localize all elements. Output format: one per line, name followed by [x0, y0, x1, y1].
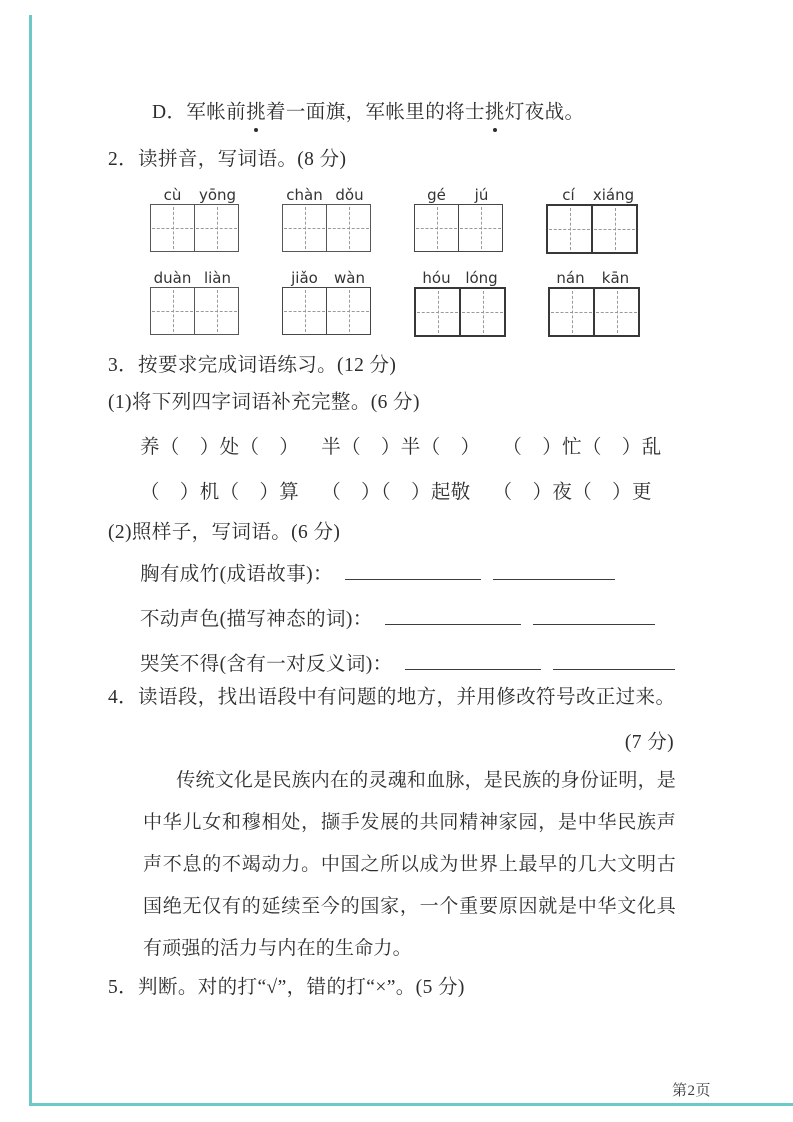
- grid-row: [150, 186, 640, 254]
- pinyin-row: [548, 269, 640, 287]
- idiom-fill-lines: [140, 434, 662, 506]
- idiom-fill-line: [140, 434, 662, 461]
- writing-grid: [282, 287, 371, 335]
- pinyin-syllable: kān: [601, 269, 630, 287]
- pinyin-row: [546, 186, 638, 204]
- writing-grid: [414, 287, 506, 337]
- example-item-label: 不动声色(描写神态的词)：: [140, 609, 373, 630]
- answer-blank: [345, 564, 481, 580]
- idiom-blank-group: （ ）（ ）起敬: [321, 482, 471, 503]
- pinyin-syllable: chàn: [286, 186, 323, 204]
- idiom-blank-group: （ ）忙（ ）乱: [502, 437, 662, 458]
- page-number: 第2页: [672, 1083, 712, 1099]
- question-4-passage: 传统文化是民族内在的灵魂和血脉，是民族的身份证明，是中华儿女和穆相处，撷手发展的共同精神家园，是中华民族声声不息的不竭动力。中国之所以成为世界上最早的几大文明古国绝无仅有的延续至今的国家，一个重要原因就是中华文化具有顽强的活力与内在的生命力。: [143, 770, 676, 959]
- pinyin-word-block: [546, 186, 638, 254]
- pinyin-syllable: cí: [562, 186, 575, 204]
- idiom-blank-group: （ ）夜（ ）更: [492, 482, 652, 503]
- question-4-title: 4．读语段，找出语段中有问题的地方，并用修改符号改正过来。: [108, 687, 676, 708]
- writing-grid-cell: [458, 205, 502, 251]
- writing-grid-cell: [593, 289, 638, 335]
- idiom-blank-group: 养（ ）处（ ）: [140, 437, 300, 458]
- question-2-grids: [150, 186, 640, 337]
- answer-blank: [405, 654, 541, 670]
- option-d-line: [152, 100, 584, 126]
- emphasized-char: 挑: [485, 100, 505, 126]
- example-item: [140, 607, 675, 633]
- writing-grid-cell: [151, 288, 194, 334]
- pinyin-syllable: lóng: [465, 269, 498, 287]
- writing-grid: [414, 204, 503, 252]
- idiom-blank-group: 半（ ）半（ ）: [321, 437, 481, 458]
- writing-grid-cell: [548, 206, 591, 252]
- option-d-text: D．军帐前: [152, 102, 247, 123]
- page-border-left: [29, 15, 32, 1106]
- pinyin-word-block: [282, 186, 372, 254]
- example-item: [140, 562, 675, 588]
- pinyin-syllable: hóu: [422, 269, 451, 287]
- pinyin-syllable: liàn: [203, 269, 232, 287]
- option-d-text: 灯夜战。: [504, 102, 585, 123]
- writing-grid: [150, 204, 239, 252]
- question-2-title: 2．读拼音，写词语。(8 分): [108, 149, 347, 170]
- page-border-bottom: [29, 1103, 793, 1106]
- example-item-label: 哭笑不得(含有一对反义词)：: [140, 654, 393, 675]
- pinyin-syllable: jú: [474, 186, 489, 204]
- example-item: [140, 652, 675, 678]
- pinyin-row: [282, 186, 372, 204]
- writing-grid-cell: [194, 288, 238, 334]
- pinyin-syllable: duàn: [153, 269, 192, 287]
- pinyin-syllable: nán: [556, 269, 585, 287]
- writing-grid-cell: [550, 289, 593, 335]
- pinyin-syllable: gé: [427, 186, 446, 204]
- answer-blank: [385, 609, 521, 625]
- pinyin-word-block: [150, 269, 240, 337]
- writing-grid-cell: [326, 288, 370, 334]
- answer-blank: [533, 609, 655, 625]
- example-word-items: [140, 562, 675, 678]
- question-3-title: 3．按要求完成词语练习。(12 分): [108, 355, 397, 376]
- writing-grid-cell: [283, 288, 326, 334]
- question-5-title: 5．判断。对的打“√”，错的打“×”。(5 分): [108, 977, 465, 998]
- pinyin-row: [150, 269, 240, 287]
- pinyin-syllable: yōng: [198, 186, 237, 204]
- idiom-fill-line: [140, 479, 662, 506]
- question-3-2-title: (2)照样子，写词语。(6 分): [108, 522, 341, 543]
- pinyin-word-block: [282, 269, 372, 337]
- pinyin-word-block: [414, 186, 504, 254]
- grid-row: [150, 269, 640, 337]
- writing-grid: [282, 204, 371, 252]
- pinyin-syllable: jiǎo: [291, 269, 318, 287]
- emphasized-char: 挑: [246, 100, 266, 126]
- pinyin-row: [150, 186, 240, 204]
- writing-grid-cell: [151, 205, 194, 251]
- writing-grid-cell: [591, 206, 636, 252]
- pinyin-row: [414, 269, 506, 287]
- answer-blank: [553, 654, 675, 670]
- pinyin-syllable: dǒu: [335, 186, 364, 204]
- question-3-1-title: (1)将下列四字词语补充完整。(6 分): [108, 392, 420, 413]
- idiom-blank-group: （ ）机（ ）算: [140, 482, 300, 503]
- answer-blank: [493, 564, 615, 580]
- writing-grid-cell: [326, 205, 370, 251]
- writing-grid-cell: [283, 205, 326, 251]
- question-4-score: (7 分): [624, 732, 674, 753]
- writing-grid: [150, 287, 239, 335]
- example-item-label: 胸有成竹(成语故事)：: [140, 564, 333, 585]
- writing-grid-cell: [415, 205, 458, 251]
- writing-grid: [546, 204, 638, 254]
- writing-grid-cell: [194, 205, 238, 251]
- pinyin-row: [414, 186, 504, 204]
- pinyin-word-block: [150, 186, 240, 254]
- writing-grid-cell: [416, 289, 459, 335]
- writing-grid-cell: [459, 289, 504, 335]
- pinyin-row: [282, 269, 372, 287]
- pinyin-syllable: cù: [163, 186, 182, 204]
- pinyin-word-block: [414, 269, 506, 337]
- writing-grid: [548, 287, 640, 337]
- pinyin-syllable: wàn: [334, 269, 365, 287]
- option-d-text: 着一面旗，军帐里的将士: [266, 102, 485, 123]
- pinyin-word-block: [548, 269, 640, 337]
- pinyin-syllable: xiáng: [592, 186, 635, 204]
